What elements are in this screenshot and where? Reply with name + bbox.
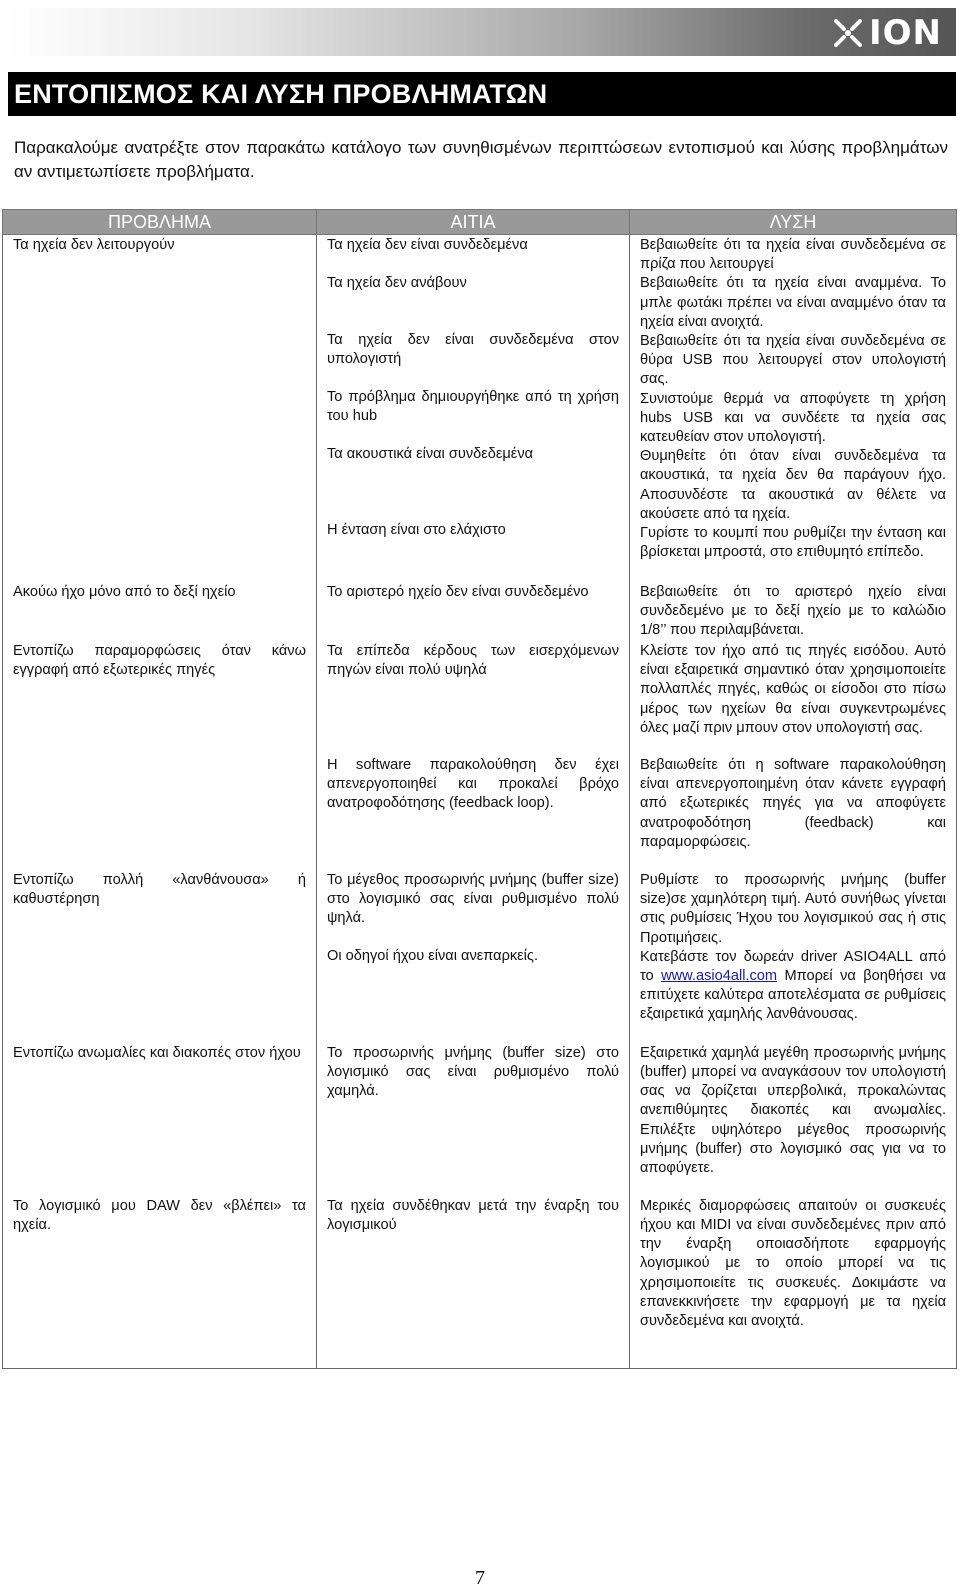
solution-text-after: Μπορεί να βοηθήσει να επιτύχετε καλύτερα αποτελέσματα σε ρυθμίσεις εξαιρετικά χαμηλής λανθάνουσας. bbox=[640, 968, 946, 1023]
brand-logo bbox=[831, 14, 942, 52]
table-row bbox=[3, 870, 957, 1043]
intro-paragraph: Παρακαλούμε ανατρέξτε στον παρακάτω κατάλογο των συνηθισμένων περιπτώσεων εντοπισμού και λύσης προβλημάτων αν αντιμετωπίσετε προβλήματα. bbox=[14, 138, 948, 181]
cause-cell bbox=[317, 235, 630, 583]
solution-cell bbox=[630, 641, 957, 870]
solution-text: Εξαιρετικά χαμηλά μεγέθη προσωρινής μνήμης (buffer) μπορεί να αναγκάσουν τον υπολογιστή σας να ζορίζεται υπερβολικά, προκαλώντας ανεπιθύμητες διακοπές και ανωμαλίες. Επιλέξτε υψηλότερο μέγεθος προσωρινής μνήμης (buffer) στο λογισμικό σας για να το αποφύγετε. bbox=[640, 1044, 946, 1177]
cause-text: Το προσωρινής μνήμης (buffer size) στο λογισμικό σας είναι ρυθμισμένο πολύ χαμηλά. bbox=[327, 1044, 619, 1100]
cause-text: Το μέγεθος προσωρινής μνήμης (buffer size) στο λογισμικό σας είναι ρυθμισμένο πολύ ψηλά. bbox=[327, 872, 619, 927]
solution-text: Βεβαιωθείτε ότι τα ηχεία είναι συνδεδεμένα σε πρίζα που λειτουργεί bbox=[640, 237, 946, 273]
solution-cell bbox=[630, 582, 957, 641]
cause-text: Η ένταση είναι στο ελάχιστο bbox=[327, 522, 506, 538]
solution-cell bbox=[630, 1043, 957, 1196]
ion-star-logo-icon bbox=[831, 16, 865, 50]
cause-cell bbox=[317, 870, 630, 1043]
table-row bbox=[3, 641, 957, 870]
cause-text: Τα ηχεία δεν είναι συνδεδεμένα στον υπολογιστή bbox=[327, 332, 619, 368]
header-bar bbox=[8, 8, 956, 56]
solution-text: Ρυθμίστε το προσωρινής μνήμης (buffer size)σε χαμηλότερη τιμή. Αυτό συνήθως γίνεται στις ρυθμίσεις Ήχου του λογισμικού σας ή στις Προτιμήσεις. bbox=[640, 872, 946, 946]
header-cause: ΑΙΤΙΑ bbox=[317, 210, 630, 235]
solution-text: Βεβαιωθείτε ότι το αριστερό ηχείο είναι συνδεδεμένο με το δεξί ηχείο με το καλώδιο 1/8’’ που περιλαμβάνεται. bbox=[640, 584, 946, 639]
troubleshooting-table bbox=[2, 209, 957, 1369]
cause-text: Οι οδηγοί ήχου είναι ανεπαρκείς. bbox=[327, 948, 539, 965]
page-number: 7 bbox=[475, 1567, 485, 1589]
table-row bbox=[3, 1043, 957, 1196]
problem-cell: Εντοπίζω πολλή «λανθάνουσα» ή καθυστέρηση bbox=[3, 870, 317, 1043]
table-row bbox=[3, 235, 957, 583]
cause-text: Η software παρακολούθηση δεν έχει απενεργοποιηθεί και προκαλεί βρόχο ανατροφοδότησης (feedback loop). bbox=[327, 757, 619, 812]
solution-text: Μερικές διαμορφώσεις απαιτούν οι συσκευές ήχου και MIDI να είναι συνδεδεμένες πριν από την έναρξη οποιασδήποτε εφαρμογής λογισμικού με το οποίο μπορεί να τις χρησιμοποιείτε τις συσκευές. Δοκιμάστε να επανεκκινήσετε την εφαρμογή με τα ηχεία συνδεδεμένα και ανοιχτά. bbox=[640, 1197, 946, 1330]
solution-text: Θυμηθείτε ότι όταν είναι συνδεδεμένα τα ακουστικά, τα ηχεία δεν θα παράγουν ήχο. Αποσυνδέστε τα ακουστικά αν θέλετε να ακούσετε από τα ηχεία. bbox=[640, 448, 946, 522]
solution-cell bbox=[630, 1196, 957, 1369]
title-bar bbox=[8, 72, 956, 116]
solution-text: Βεβαιωθείτε ότι η software παρακολούθηση είναι απενεργοποιημένη όταν κάνετε εγγραφή από εξωτερικές πηγές για να αποφύγετε ανατροφοδότηση (feedback) και παραμορφώσεις. bbox=[640, 757, 946, 850]
solution-text bbox=[640, 948, 946, 1043]
solution-text: Κλείστε τον ήχο από τις πηγές εισόδου. Αυτό είναι εξαιρετικά σημαντικό όταν χρησιμοποιείτε πολλαπλές πηγές, καθώς οι είσοδοι στο πίσω μέρος των ηχείων θα είναι συγκεντρωμένες όλες μαζί πριν μπουν στον υπολογιστή σας. bbox=[640, 643, 946, 736]
header-solution: ΛΥΣΗ bbox=[630, 210, 957, 235]
cause-text: Τα ηχεία δεν ανάβουν bbox=[327, 275, 467, 291]
cause-cell bbox=[317, 641, 630, 870]
problem-cell: Το λογισμικό μου DAW δεν «βλέπει» τα ηχεία. bbox=[3, 1196, 317, 1369]
solution-text: Γυρίστε το κουμπί που ρυθμίζει την ένταση και βρίσκεται μπροστά, στο επιθυμητό επίπεδο. bbox=[640, 525, 946, 561]
solution-text-before: Κατεβάστε τον δωρεάν driver ASIO4ALL από το bbox=[640, 948, 946, 985]
cause-text: Τα ηχεία συνδέθηκαν μετά την έναρξη του λογισμικού bbox=[327, 1197, 619, 1234]
problem-cell: Εντοπίζω ανωμαλίες και διακοπές στον ήχου bbox=[3, 1043, 317, 1196]
cause-text: Το αριστερό ηχείο δεν είναι συνδεδεμένο bbox=[327, 584, 589, 601]
cause-text: Τα ηχεία δεν είναι συνδεδεμένα bbox=[327, 237, 528, 253]
page-title: ΕΝΤΟΠΙΣΜΟΣ ΚΑΙ ΛΥΣΗ ΠΡΟΒΛΗΜΑΤΩΝ bbox=[14, 79, 548, 109]
cause-text: Τα επίπεδα κέρδους των εισερχόμενων πηγών είναι πολύ υψηλά bbox=[327, 643, 619, 679]
table-row bbox=[3, 1196, 957, 1369]
solution-text: Βεβαιωθείτε ότι τα ηχεία είναι συνδεδεμένα σε θύρα USB που λειτουργεί στον υπολογιστή σας. bbox=[640, 333, 946, 388]
cause-cell bbox=[317, 1043, 630, 1196]
asio4all-link[interactable]: www.asio4all.com bbox=[661, 968, 778, 985]
brand-wordmark: ION bbox=[868, 13, 942, 53]
cause-text: Το πρόβλημα δημιουργήθηκε από τη χρήση του hub bbox=[327, 389, 619, 425]
solution-text: Βεβαιωθείτε ότι τα ηχεία είναι αναμμένα. Το μπλε φωτάκι πρέπει να είναι αναμμένο όταν τα ηχεία είναι ανοιχτά. bbox=[640, 275, 946, 330]
solution-text: Συνιστούμε θερμά να αποφύγετε τη χρήση hubs USB και να συνδέετε τα ηχεία σας κατευθείαν στον υπολογιστή. bbox=[640, 390, 946, 446]
solution-cell bbox=[630, 870, 957, 1043]
problem-cell: Τα ηχεία δεν λειτουργούν bbox=[3, 235, 317, 583]
table-header-row bbox=[3, 210, 957, 235]
table-row bbox=[3, 582, 957, 641]
header-problem: ΠΡΟΒΛΗΜΑ bbox=[3, 210, 317, 235]
cause-cell bbox=[317, 582, 630, 641]
problem-cell: Εντοπίζω παραμορφώσεις όταν κάνω εγγραφή από εξωτερικές πηγές bbox=[3, 641, 317, 870]
cause-cell bbox=[317, 1196, 630, 1369]
problem-cell: Ακούω ήχο μόνο από το δεξί ηχείο bbox=[3, 582, 317, 641]
solution-cell bbox=[630, 235, 957, 583]
cause-text: Τα ακουστικά είναι συνδεδεμένα bbox=[327, 446, 534, 462]
